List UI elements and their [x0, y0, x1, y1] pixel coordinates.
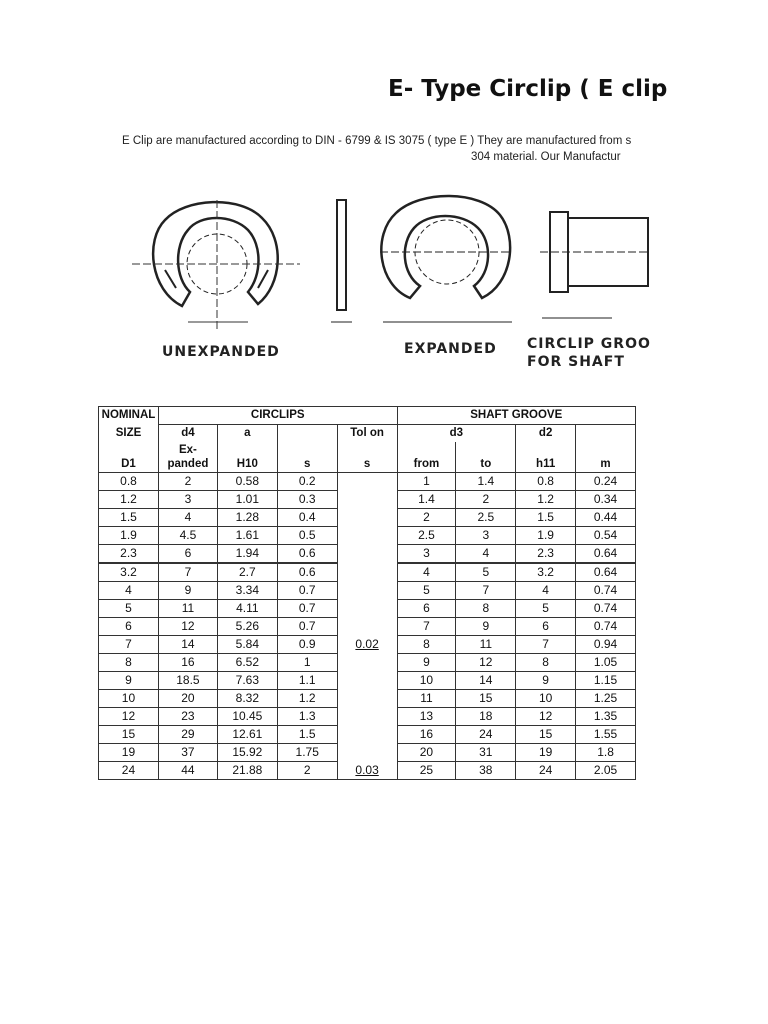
cell-s: 0.5: [277, 527, 337, 545]
cell-a: 2.7: [217, 563, 277, 582]
cell-a: 5.84: [217, 636, 277, 654]
circlip-dimension-table: [98, 406, 636, 780]
cell-d1: 7: [99, 636, 159, 654]
header-s: s: [277, 442, 337, 473]
cell-m: 0.64: [576, 545, 636, 564]
cell-s: 1.75: [277, 744, 337, 762]
header-circlips: CIRCLIPS: [158, 407, 397, 425]
cell-a: 12.61: [217, 726, 277, 744]
cell-m: 0.64: [576, 563, 636, 582]
cell-d4: 2: [158, 473, 217, 491]
table-row: [99, 618, 636, 636]
cell-d4: 29: [158, 726, 217, 744]
cell-d3-from: 25: [397, 762, 456, 780]
cell-d2: 3.2: [516, 563, 576, 582]
table-row: [99, 600, 636, 618]
table-row: [99, 726, 636, 744]
cell-d3-to: 31: [456, 744, 516, 762]
cell-m: 1.8: [576, 744, 636, 762]
cell-m: 2.05: [576, 762, 636, 780]
cell-tol: [337, 708, 397, 726]
cell-d3-to: 14: [456, 672, 516, 690]
cell-tol: [337, 762, 397, 780]
cell-d1: 0.8: [99, 473, 159, 491]
cell-s: 1.5: [277, 726, 337, 744]
cell-a: 21.88: [217, 762, 277, 780]
cell-m: 0.44: [576, 509, 636, 527]
header-to: to: [456, 442, 516, 473]
cell-s: 0.6: [277, 545, 337, 564]
table-row: [99, 690, 636, 708]
cell-a: 7.63: [217, 672, 277, 690]
cell-d3-from: 1.4: [397, 491, 456, 509]
cell-d4: 18.5: [158, 672, 217, 690]
cell-d3-from: 5: [397, 582, 456, 600]
cell-tol: [337, 582, 397, 600]
header-h11: h11: [516, 442, 576, 473]
table-row: [99, 509, 636, 527]
cell-s: 0.7: [277, 618, 337, 636]
header-d2: d2: [516, 425, 576, 443]
cell-d3-to: 3: [456, 527, 516, 545]
cell-d4: 16: [158, 654, 217, 672]
cell-d3-from: 10: [397, 672, 456, 690]
cell-s: 0.2: [277, 473, 337, 491]
cell-tol: [337, 672, 397, 690]
cell-d3-from: 11: [397, 690, 456, 708]
cell-d3-to: 2.5: [456, 509, 516, 527]
cell-d3-from: 9: [397, 654, 456, 672]
cell-m: 1.15: [576, 672, 636, 690]
cell-d2: 4: [516, 582, 576, 600]
cell-tol: [337, 509, 397, 527]
thickness-section-drawing: [331, 200, 352, 322]
cell-d2: 1.5: [516, 509, 576, 527]
cell-d4: 37: [158, 744, 217, 762]
cell-m: 0.74: [576, 600, 636, 618]
cell-d3-from: 2.5: [397, 527, 456, 545]
cell-tol: [337, 744, 397, 762]
header-size: SIZE: [99, 425, 159, 443]
header-shaft-groove: SHAFT GROOVE: [397, 407, 636, 425]
cell-d4: 12: [158, 618, 217, 636]
cell-d3-to: 9: [456, 618, 516, 636]
header-from: from: [397, 442, 456, 473]
cell-d3-from: 8: [397, 636, 456, 654]
header-d1: D1: [99, 442, 159, 473]
cell-d2: 7: [516, 636, 576, 654]
cell-d1: 1.9: [99, 527, 159, 545]
cell-m: 1.55: [576, 726, 636, 744]
cell-m: 0.94: [576, 636, 636, 654]
cell-d4: 3: [158, 491, 217, 509]
header-row-1: [99, 407, 636, 425]
cell-a: 0.58: [217, 473, 277, 491]
cell-d2: 5: [516, 600, 576, 618]
cell-tol: [337, 600, 397, 618]
cell-tol: [337, 491, 397, 509]
cell-d1: 8: [99, 654, 159, 672]
cell-d3-from: 20: [397, 744, 456, 762]
cell-d3-from: 13: [397, 708, 456, 726]
cell-a: 15.92: [217, 744, 277, 762]
header-nominal: NOMINAL: [99, 407, 159, 425]
cell-d1: 15: [99, 726, 159, 744]
header-a: a: [217, 425, 277, 443]
cell-d3-to: 5: [456, 563, 516, 582]
cell-s: 1.2: [277, 690, 337, 708]
header-row-2: [99, 425, 636, 443]
cell-d4: 6: [158, 545, 217, 564]
table-row: [99, 654, 636, 672]
cell-d2: 15: [516, 726, 576, 744]
cell-d3-to: 4: [456, 545, 516, 564]
cell-a: 1.28: [217, 509, 277, 527]
cell-a: 8.32: [217, 690, 277, 708]
unexpanded-caption: UNEXPANDED: [162, 344, 280, 360]
header-tol-s: s: [337, 442, 397, 473]
cell-a: 1.94: [217, 545, 277, 564]
cell-tol: [337, 545, 397, 564]
shaft-groove-drawing: [540, 212, 650, 318]
table-row: [99, 762, 636, 780]
cell-a: 4.11: [217, 600, 277, 618]
cell-d1: 10: [99, 690, 159, 708]
intro-line-1: E Clip are manufactured according to DIN - 6799 & IS 3075 ( type E ) They are manufactured from s: [122, 135, 632, 147]
cell-s: 2: [277, 762, 337, 780]
groove-caption-line-2: FOR SHAFT: [527, 354, 625, 370]
cell-d3-from: 16: [397, 726, 456, 744]
cell-tol: [337, 618, 397, 636]
cell-m: 0.24: [576, 473, 636, 491]
table-row: [99, 491, 636, 509]
cell-d4: 23: [158, 708, 217, 726]
cell-d3-to: 15: [456, 690, 516, 708]
cell-d1: 3.2: [99, 563, 159, 582]
cell-a: 6.52: [217, 654, 277, 672]
cell-d4: 7: [158, 563, 217, 582]
cell-s: 0.6: [277, 563, 337, 582]
cell-d4: 44: [158, 762, 217, 780]
cell-d2: 19: [516, 744, 576, 762]
cell-d1: 6: [99, 618, 159, 636]
intro-line-2: 304 material. Our Manufactur: [471, 151, 621, 163]
expanded-caption: EXPANDED: [404, 341, 497, 357]
cell-a: 1.01: [217, 491, 277, 509]
cell-tol: [337, 654, 397, 672]
header-row-3: [99, 442, 636, 473]
cell-d3-to: 1.4: [456, 473, 516, 491]
cell-d3-from: 1: [397, 473, 456, 491]
circlip-drawings: [0, 180, 768, 340]
header-d3: d3: [397, 425, 516, 443]
cell-a: 3.34: [217, 582, 277, 600]
cell-m: 0.54: [576, 527, 636, 545]
cell-d2: 8: [516, 654, 576, 672]
cell-s: 1.3: [277, 708, 337, 726]
table-row: [99, 636, 636, 654]
cell-s: 0.7: [277, 600, 337, 618]
cell-tol: [337, 563, 397, 582]
cell-d2: 1.2: [516, 491, 576, 509]
cell-d4: 4.5: [158, 527, 217, 545]
table-row: [99, 545, 636, 564]
table-row: [99, 473, 636, 491]
table-body: [99, 473, 636, 780]
table-row: [99, 582, 636, 600]
cell-d3-from: 4: [397, 563, 456, 582]
cell-tol: [337, 636, 397, 654]
cell-d1: 5: [99, 600, 159, 618]
page-title: E- Type Circlip ( E clip: [388, 76, 668, 102]
cell-tol: [337, 473, 397, 491]
cell-d3-to: 8: [456, 600, 516, 618]
cell-s: 1.1: [277, 672, 337, 690]
cell-d2: 6: [516, 618, 576, 636]
groove-caption-line-1: CIRCLIP GROO: [527, 336, 651, 352]
cell-a: 5.26: [217, 618, 277, 636]
cell-d3-from: 3: [397, 545, 456, 564]
expanded-clip-drawing: [380, 196, 512, 322]
cell-d3-to: 11: [456, 636, 516, 654]
table-row: [99, 563, 636, 582]
cell-s: 1: [277, 654, 337, 672]
cell-d1: 1.5: [99, 509, 159, 527]
cell-m: 1.35: [576, 708, 636, 726]
cell-tol: [337, 726, 397, 744]
cell-d2: 1.9: [516, 527, 576, 545]
cell-m: 0.34: [576, 491, 636, 509]
cell-tol: [337, 527, 397, 545]
table-row: [99, 527, 636, 545]
cell-d4: 4: [158, 509, 217, 527]
cell-d1: 4: [99, 582, 159, 600]
cell-tol: [337, 690, 397, 708]
tolerance-value: 0.03: [355, 762, 379, 777]
cell-d2: 2.3: [516, 545, 576, 564]
cell-d4: 11: [158, 600, 217, 618]
header-tol-on: Tol on: [337, 425, 397, 443]
cell-s: 0.7: [277, 582, 337, 600]
table-row: [99, 672, 636, 690]
cell-d4: 14: [158, 636, 217, 654]
cell-d3-from: 2: [397, 509, 456, 527]
cell-s: 0.4: [277, 509, 337, 527]
cell-d3-to: 18: [456, 708, 516, 726]
header-d4: d4: [158, 425, 217, 443]
cell-d1: 12: [99, 708, 159, 726]
cell-a: 1.61: [217, 527, 277, 545]
cell-d3-to: 24: [456, 726, 516, 744]
cell-d2: 9: [516, 672, 576, 690]
cell-d3-to: 7: [456, 582, 516, 600]
cell-d2: 10: [516, 690, 576, 708]
cell-s: 0.3: [277, 491, 337, 509]
cell-d1: 2.3: [99, 545, 159, 564]
cell-d2: 24: [516, 762, 576, 780]
cell-d1: 19: [99, 744, 159, 762]
cell-d2: 12: [516, 708, 576, 726]
cell-d1: 9: [99, 672, 159, 690]
header-m: m: [576, 442, 636, 473]
table-row: [99, 708, 636, 726]
cell-a: 10.45: [217, 708, 277, 726]
cell-m: 0.74: [576, 618, 636, 636]
header-expanded: Ex- panded: [158, 442, 217, 473]
table-row: [99, 744, 636, 762]
cell-s: 0.9: [277, 636, 337, 654]
cell-d2: 0.8: [516, 473, 576, 491]
cell-d4: 20: [158, 690, 217, 708]
unexpanded-clip-drawing: [153, 202, 278, 306]
cell-d4: 9: [158, 582, 217, 600]
cell-d1: 1.2: [99, 491, 159, 509]
cell-d3-from: 7: [397, 618, 456, 636]
cell-d3-to: 38: [456, 762, 516, 780]
header-h10: H10: [217, 442, 277, 473]
tolerance-value: 0.02: [355, 637, 379, 651]
cell-m: 0.74: [576, 582, 636, 600]
cell-m: 1.25: [576, 690, 636, 708]
cell-d3-from: 6: [397, 600, 456, 618]
unexpanded-centerlines: [132, 200, 300, 330]
cell-d3-to: 12: [456, 654, 516, 672]
cell-d3-to: 2: [456, 491, 516, 509]
cell-m: 1.05: [576, 654, 636, 672]
cell-d1: 24: [99, 762, 159, 780]
